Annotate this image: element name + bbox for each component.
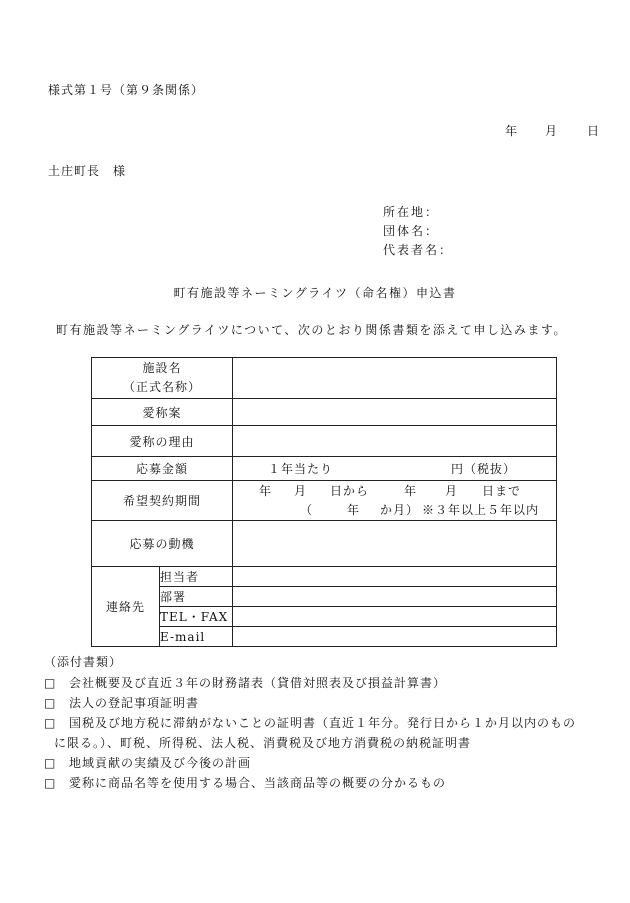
motivation-row	[92, 521, 557, 567]
nickname-row	[92, 399, 557, 426]
attachment-item-5	[44, 773, 614, 793]
attachment-item-1-text: 会社概要及び直近３年の財務諸表（貸借対照表及び損益計算書）	[69, 676, 447, 690]
bid-amount-row	[92, 457, 557, 481]
facility-name-row	[92, 358, 557, 399]
bid-amount-field[interactable]	[233, 457, 557, 481]
department-label: 部署	[160, 587, 233, 607]
period-from: 日から	[330, 483, 370, 498]
amount-per-year: １年当たり	[268, 462, 334, 476]
form-number: 様式第１号（第９条関係）	[48, 83, 205, 97]
checkbox-icon[interactable]: □	[44, 696, 57, 710]
checkbox-icon[interactable]: □	[44, 676, 57, 690]
attachments-heading: （添付書類）	[44, 655, 123, 669]
address-label: 所在地：	[383, 205, 440, 219]
representative-label: 代表者名：	[383, 243, 454, 257]
attachment-item-3-text: 国税及び地方税に滞納がないことの証明書（直近１年分。発行日から１か月以内のもの	[69, 716, 577, 730]
department-field[interactable]	[233, 587, 557, 607]
period-until: 日まで	[482, 483, 522, 498]
checkbox-icon[interactable]: □	[44, 716, 57, 730]
facility-name-label	[92, 358, 233, 399]
motivation-label: 応募の動機	[92, 521, 233, 567]
duration-note: ※３年以上５年以内	[422, 502, 540, 517]
contact-person-label: 担当者	[160, 567, 233, 587]
checkbox-icon[interactable]: □	[44, 756, 57, 770]
duration-year: 年	[347, 502, 361, 517]
contact-person-field[interactable]	[233, 567, 557, 587]
tel-fax-label: TEL・FAX	[160, 607, 233, 627]
duration-month: か月）	[380, 502, 420, 517]
date-line	[505, 122, 600, 139]
tel-fax-row	[92, 607, 557, 627]
application-form-table	[91, 357, 557, 647]
period-end-month: 月	[445, 483, 459, 498]
checkbox-icon[interactable]: □	[44, 776, 57, 790]
attachment-item-4	[44, 753, 614, 773]
contact-person-row	[92, 567, 557, 587]
date-day: 日	[587, 124, 601, 138]
email-field[interactable]	[233, 627, 557, 647]
applicant-block	[383, 203, 453, 260]
period-end-year: 年	[404, 483, 418, 498]
department-row	[92, 587, 557, 607]
period-start-year: 年	[259, 483, 273, 498]
attachment-item-3-text-continued: に限る。）、町税、所得税、法人税、消費税及び地方消費税の納税証明書	[54, 736, 472, 750]
email-label: E-mail	[160, 627, 233, 647]
tel-fax-field[interactable]	[233, 607, 557, 627]
attachment-item-3	[44, 713, 614, 733]
period-duration	[233, 501, 556, 520]
facility-name-label-line1: 施設名	[142, 361, 182, 375]
date-year: 年	[505, 124, 519, 138]
contract-period-label: 希望契約期間	[92, 481, 233, 521]
attachment-item-1	[44, 673, 614, 693]
attachments-section	[44, 653, 614, 793]
attachment-item-2	[44, 693, 614, 713]
facility-name-label-line2: （正式名称）	[123, 380, 202, 394]
attachment-item-5-text: 愛称に商品名等を使用する場合、当該商品等の概要の分かるもの	[69, 776, 447, 790]
nickname-reason-field[interactable]	[233, 426, 557, 457]
nickname-reason-label: 愛称の理由	[92, 426, 233, 457]
email-row	[92, 627, 557, 647]
addressee: 土庄町長 様	[48, 164, 127, 178]
attachment-item-2-text: 法人の登記事項証明書	[69, 696, 200, 710]
contract-period-field[interactable]	[233, 481, 557, 521]
bid-amount-label: 応募金額	[92, 457, 233, 481]
document-title: 町有施設等ネーミングライツ（命名権）申込書	[173, 286, 457, 300]
attachment-item-4-text: 地域貢献の実績及び今後の計画	[69, 756, 252, 770]
nickname-field[interactable]	[233, 399, 557, 426]
attachment-item-3-continued	[44, 733, 614, 753]
period-start-month: 月	[294, 483, 308, 498]
intro-text: 町有施設等ネーミングライツについて、次のとおり関係書類を添えて申し込みます。	[56, 323, 567, 337]
date-month: 月	[545, 124, 559, 138]
facility-name-field[interactable]	[233, 358, 557, 399]
duration-open: （	[300, 502, 314, 517]
organization-label: 団体名：	[383, 224, 440, 238]
motivation-field[interactable]	[233, 521, 557, 567]
period-range	[233, 482, 556, 501]
contract-period-row	[92, 481, 557, 521]
nickname-reason-row	[92, 426, 557, 457]
nickname-label: 愛称案	[92, 399, 233, 426]
contact-label: 連絡先	[92, 567, 160, 647]
amount-suffix: 円（税抜）	[451, 462, 517, 476]
